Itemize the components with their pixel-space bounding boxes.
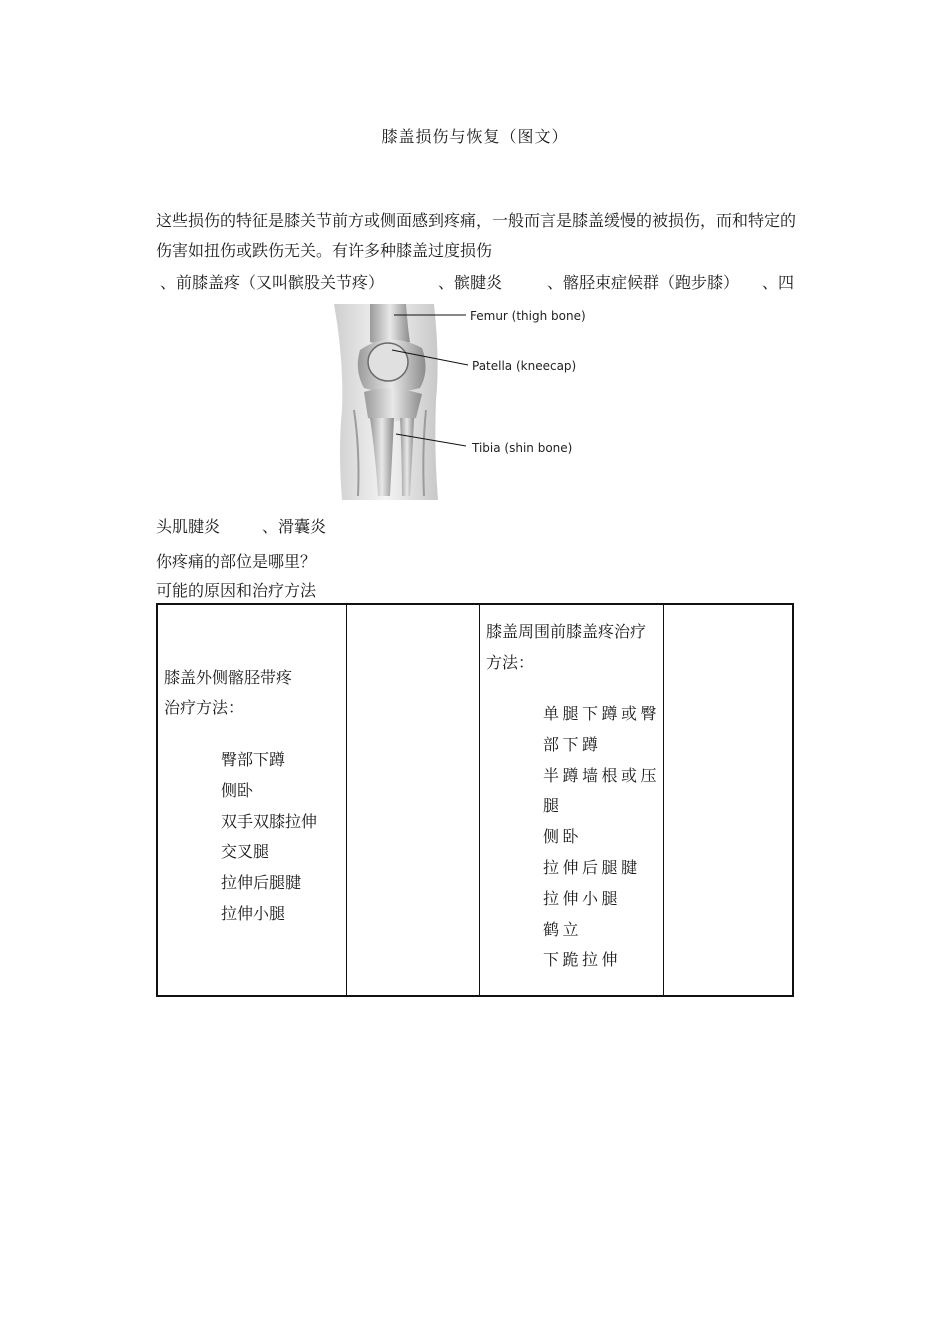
- list-item: 拉伸后腿腱: [543, 857, 641, 877]
- intro-paragraph: 这些损伤的特征是膝关节前方或侧面感到疼痛，一般而言是膝盖缓慢的被损伤，而和特定的伤害如扭伤或跌伤无关。有许多种膝盖过度损伤: [156, 211, 797, 260]
- patella-label: Patella (kneecap): [472, 359, 577, 373]
- list-item: 交叉腿: [221, 842, 270, 862]
- injury-type-quadriceps-suffix: 头肌腱炎: [156, 517, 221, 536]
- injury-types-line-2: [156, 512, 806, 542]
- list-item: 半蹲墙根或压腿: [543, 765, 661, 816]
- table-divider-2: [479, 605, 480, 995]
- list-item: 下跪拉伸: [543, 950, 622, 970]
- pain-location-question: 你疼痛的部位是哪里？: [156, 552, 317, 571]
- injury-type-anterior-knee-pain: 、前膝盖疼（又叫髌股关节疼）: [160, 273, 385, 292]
- list-item: 单腿下蹲或臀部下蹲: [543, 704, 661, 754]
- injury-type-quadriceps-prefix: 、四: [762, 273, 795, 292]
- document-title: 膝盖损伤与恢复（图文）: [381, 127, 569, 146]
- list-item: 侧卧: [221, 780, 254, 800]
- anterior-pain-heading: 膝盖周围前膝盖疼治疗: [486, 622, 647, 641]
- itb-treatment-list: [221, 745, 317, 930]
- tibia-label: Tibia (shin bone): [472, 441, 573, 455]
- injury-type-bursitis: 、滑囊炎: [262, 517, 327, 536]
- itb-pain-heading: 膝盖外侧髂胫带疼: [164, 668, 293, 687]
- list-item: 拉伸小腿: [221, 903, 286, 923]
- injury-type-itb-syndrome: 、髂胫束症候群（跑步膝）: [547, 273, 740, 292]
- list-item: 双手双膝拉伸: [221, 811, 318, 831]
- list-item: 侧卧: [543, 827, 583, 847]
- injury-type-patellar-tendinitis: 、髌腱炎: [438, 273, 503, 292]
- list-item: 拉伸后腿腱: [221, 873, 302, 893]
- knee-illustration: [334, 304, 438, 500]
- list-item: 臀部下蹲: [221, 750, 286, 769]
- femur-label: Femur (thigh bone): [470, 309, 586, 323]
- list-item: 拉伸小腿: [543, 888, 622, 908]
- list-item: 鹤立: [543, 919, 583, 939]
- anterior-method-label: 方法：: [486, 653, 535, 672]
- anterior-treatment-list: [543, 699, 661, 976]
- treatment-table: [156, 603, 794, 997]
- table-divider-1: [346, 605, 347, 995]
- itb-method-label: 治疗方法：: [164, 698, 245, 717]
- table-divider-3: [663, 605, 664, 995]
- causes-heading: 可能的原因和治疗方法: [156, 581, 317, 600]
- knee-anatomy-figure: [330, 300, 610, 505]
- injury-types-line-1: [160, 268, 810, 298]
